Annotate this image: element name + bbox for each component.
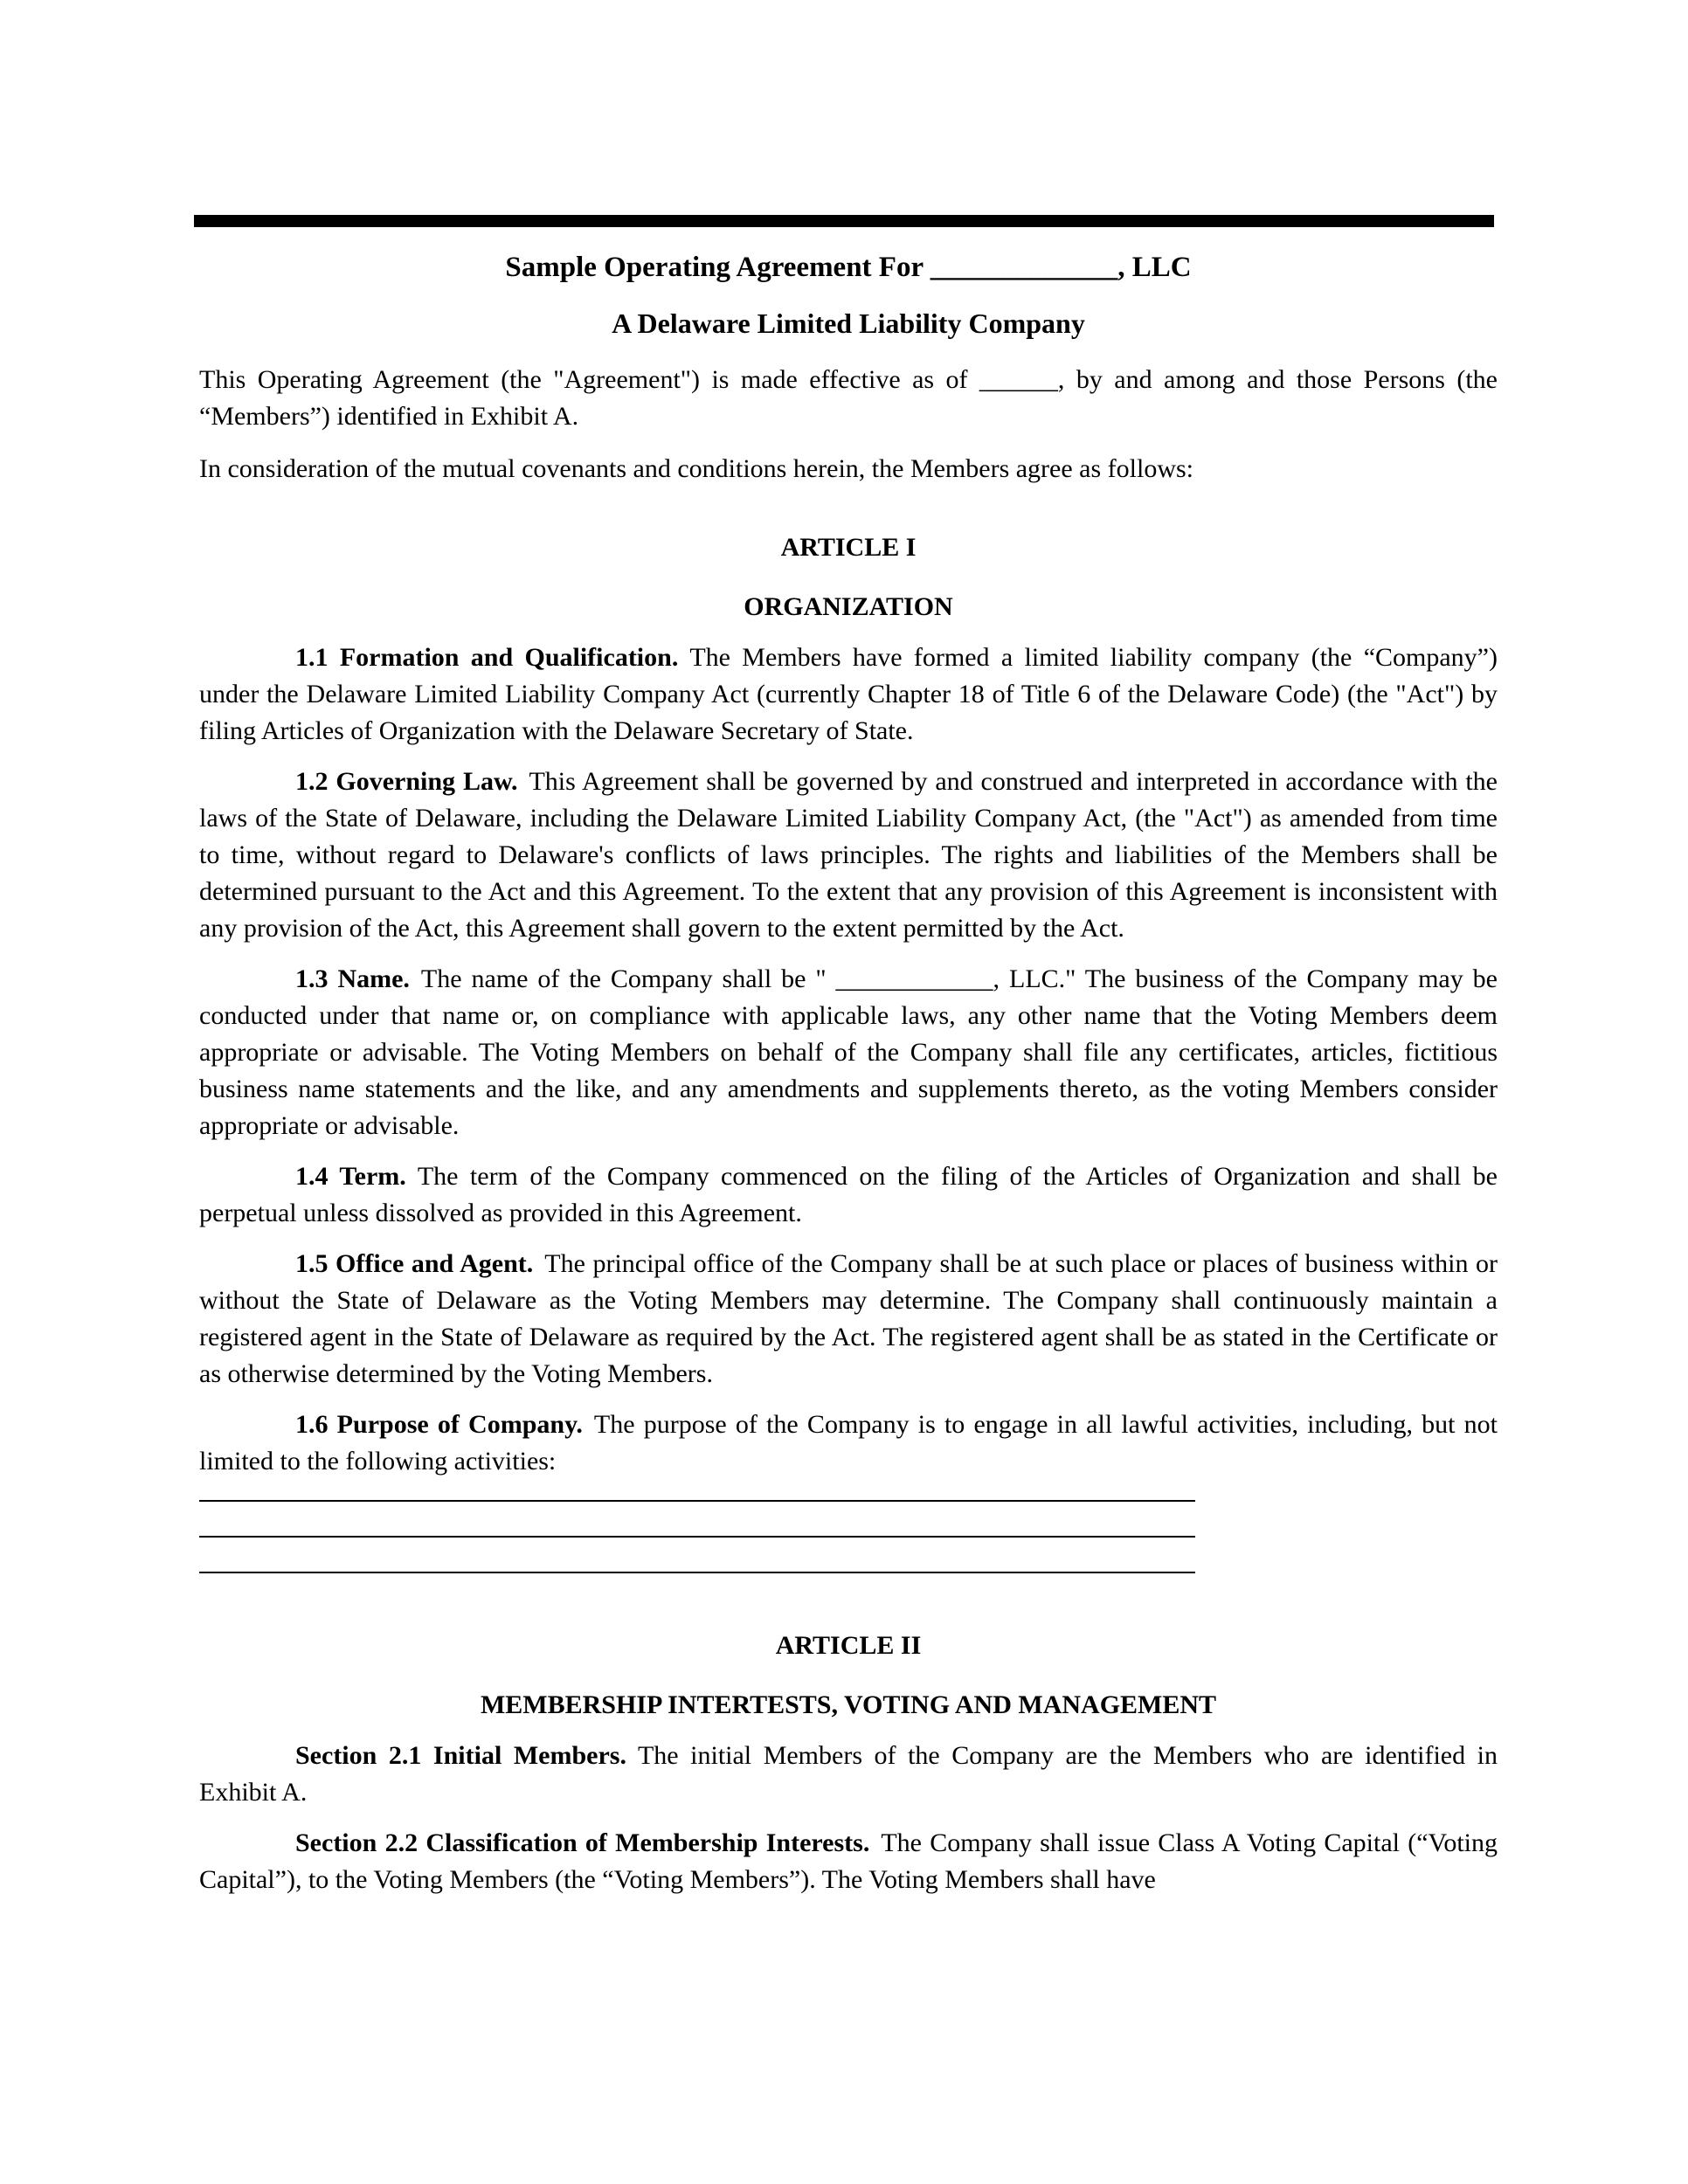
activities-fill-in-lines [199, 1485, 1498, 1573]
section-2-1 [199, 1738, 1498, 1811]
section-2-1-body: The initial Members of the Company are the Members who are identified in Exhibit A. [199, 1741, 1498, 1807]
consideration-paragraph: In consideration of the mutual covenants and conditions herein, the Members agree as follows: [199, 454, 1194, 483]
article-2-subheading: MEMBERSHIP INTERTESTS, VOTING AND MANAGEMENT [480, 1690, 1217, 1719]
section-1-4-label: 1.4 Term. [295, 1162, 406, 1191]
section-1-1-body: The Members have formed a limited liability company (the “Company”) under the Delaware Limited Liability Company Act (currently Chapter 18 of Title 6 of the Delaware Code) (the "Act") by filing Articles of Organization with the Delaware Secretary of State. [199, 643, 1498, 745]
intro-paragraph: This Operating Agreement (the "Agreement") is made effective as of ______, by and among and those Persons (the “Members”) identified in Exhibit A. [199, 365, 1498, 431]
fill-in-line [199, 1538, 1195, 1573]
section-2-2-body: The Company shall issue Class A Voting Capital (“Voting Capital”), to the Voting Members (the “Voting Members”). The Voting Members shall have [199, 1828, 1498, 1894]
document-title: Sample Operating Agreement For _____________, LLC [505, 252, 1192, 283]
section-1-6-body: The purpose of the Company is to engage in all lawful activities, including, but not limited to the following activities: [199, 1410, 1498, 1476]
article-2-heading: ARTICLE II [775, 1631, 922, 1660]
section-1-5-label: 1.5 Office and Agent. [295, 1249, 534, 1278]
section-1-4-body: The term of the Company commenced on the filing of the Articles of Organization and shall be perpetual unless dissolved as provided in this Agreement. [199, 1162, 1498, 1227]
article-1-heading: ARTICLE I [780, 533, 917, 562]
section-1-3 [199, 961, 1498, 1144]
section-1-5 [199, 1246, 1498, 1393]
section-1-2 [199, 764, 1498, 947]
section-1-6-label: 1.6 Purpose of Company. [295, 1410, 583, 1439]
section-1-1 [199, 639, 1498, 750]
section-2-2-label: Section 2.2 Classification of Membership Interests. [295, 1828, 870, 1857]
article-1-subheading: ORGANIZATION [744, 592, 953, 621]
section-2-1-label: Section 2.1 Initial Members. [295, 1741, 626, 1770]
section-2-2 [199, 1825, 1498, 1898]
section-1-4 [199, 1158, 1498, 1232]
section-1-3-body: The name of the Company shall be " ____________, LLC." The business of the Company may be conducted under that name or, on compliance with applicable laws, any other name that the Voting Members deem appropriate or advisable. The Voting Members on behalf of the Company shall file any certificates, articles, fictitious business name statements and the like, and any amendments and supplements thereto, as the voting Members consider appropriate or advisable. [199, 964, 1498, 1140]
section-1-2-label: 1.2 Governing Law. [295, 767, 518, 796]
section-1-6 [199, 1406, 1498, 1480]
fill-in-line [199, 1485, 1195, 1502]
fill-in-line [199, 1502, 1195, 1538]
page-content [199, 0, 1498, 1898]
section-1-2-body: This Agreement shall be governed by and construed and interpreted in accordance with the laws of the State of Delaware, including the Delaware Limited Liability Company Act, (the "Act") as amended from time to time, without regard to Delaware's conflicts of laws principles. The rights and liabilities of the Members shall be determined pursuant to the Act and this Agreement. To the extent that any provision of this Agreement is inconsistent with any provision of the Act, this Agreement shall govern to the extent permitted by the Act. [199, 767, 1498, 943]
document-subtitle: A Delaware Limited Liability Company [612, 308, 1085, 339]
section-1-5-body: The principal office of the Company shall be at such place or places of business within or without the State of Delaware as the Voting Members may determine. The Company shall continuously maintain a registered agent in the State of Delaware as required by the Act. The registered agent shall be as stated in the Certificate or as otherwise determined by the Voting Members. [199, 1249, 1498, 1388]
top-rule [194, 215, 1494, 227]
section-1-3-label: 1.3 Name. [295, 964, 410, 993]
section-1-1-label: 1.1 Formation and Qualification. [295, 643, 679, 672]
